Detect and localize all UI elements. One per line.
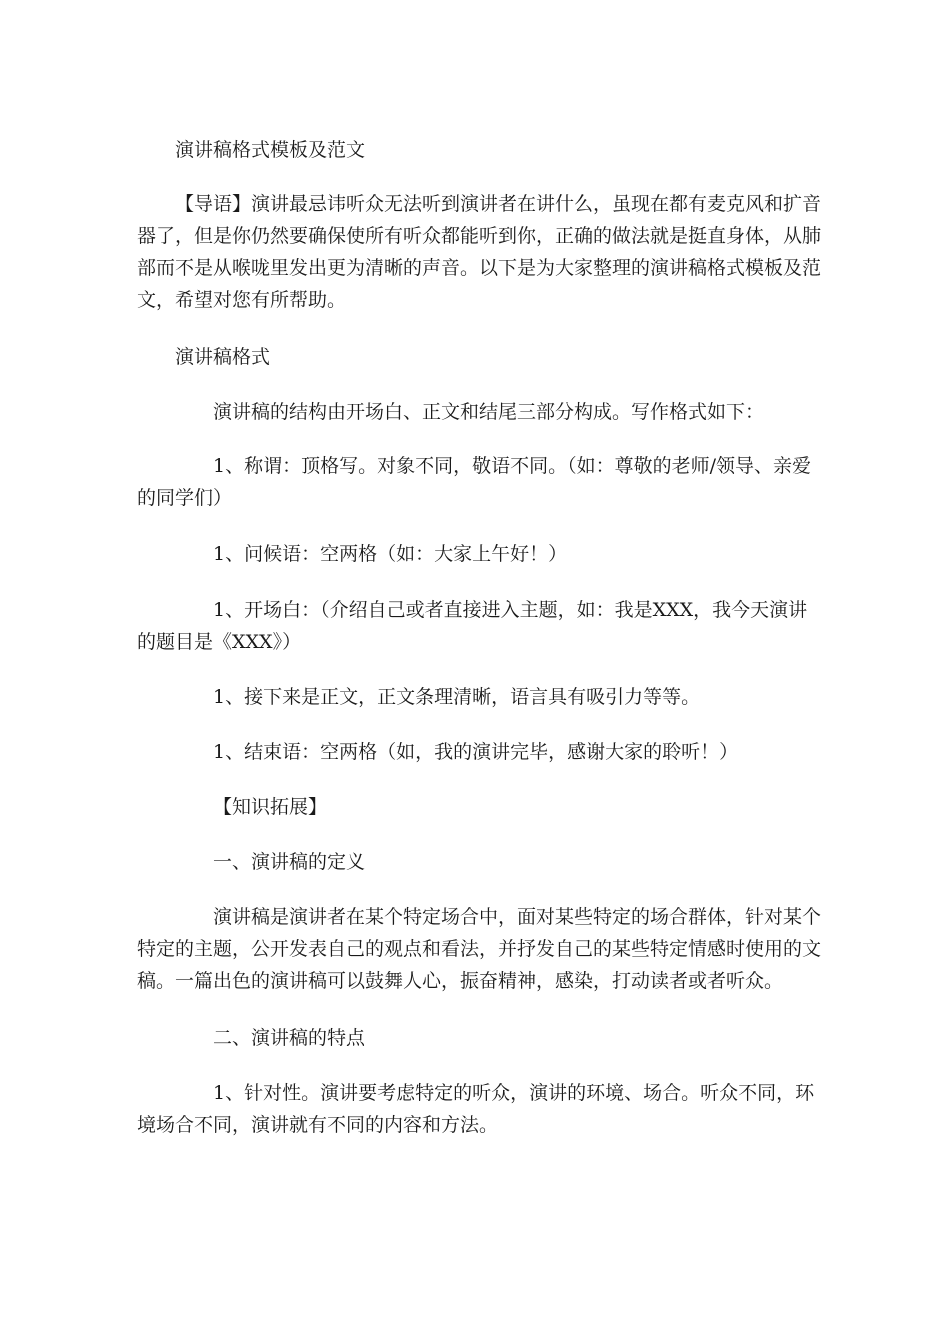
list-item-body: 1、接下来是正文，正文条理清晰，语言具有吸引力等等。 xyxy=(213,686,701,708)
knowledge-heading: 【知识拓展】 xyxy=(213,796,328,818)
features-heading: 二、演讲稿的特点 xyxy=(213,1027,366,1049)
document-title: 演讲稿格式模板及范文 xyxy=(175,139,366,161)
list-item-salutation: 1、称谓：顶格写。对象不同，敬语不同。（如：尊敬的老师/领导、亲爱的同学们） xyxy=(137,455,811,509)
format-description: 演讲稿的结构由开场白、正文和结尾三部分构成。写作格式如下： xyxy=(213,401,765,423)
definition-heading: 一、演讲稿的定义 xyxy=(213,851,366,873)
feature-paragraph: 1、针对性。演讲要考虑特定的听众，演讲的环境、场合。听众不同，环境场合不同，演讲就有不同的内容和方法。 xyxy=(137,1082,815,1136)
list-item-opening: 1、开场白：（介绍自己或者直接进入主题，如：我是XXX，我今天演讲的题目是《XXX》） xyxy=(137,599,808,653)
list-item-closing: 1、结束语：空两格（如，我的演讲完毕，感谢大家的聆听！） xyxy=(213,741,739,763)
format-heading: 演讲稿格式 xyxy=(175,346,271,368)
intro-paragraph: 【导语】演讲最忌讳听众无法听到演讲者在讲什么，虽现在都有麦克风和扩音器了，但是你仍然要确保使所有听众都能听到你，正确的做法就是挺直身体，从肺部而不是从喉咙里发出更为清晰的声音。以下是为大家整理的演讲稿格式模板及范文，希望对您有所帮助。 xyxy=(137,193,822,311)
definition-paragraph: 演讲稿是演讲者在某个特定场合中，面对某些特定的场合群体，针对某个特定的主题，公开发表自己的观点和看法，并抒发自己的某些特定情感时使用的文稿。一篇出色的演讲稿可以鼓舞人心，振奋精神，感染，打动读者或者听众。 xyxy=(137,906,822,992)
list-item-greeting: 1、问候语：空两格（如：大家上午好！） xyxy=(213,543,568,565)
